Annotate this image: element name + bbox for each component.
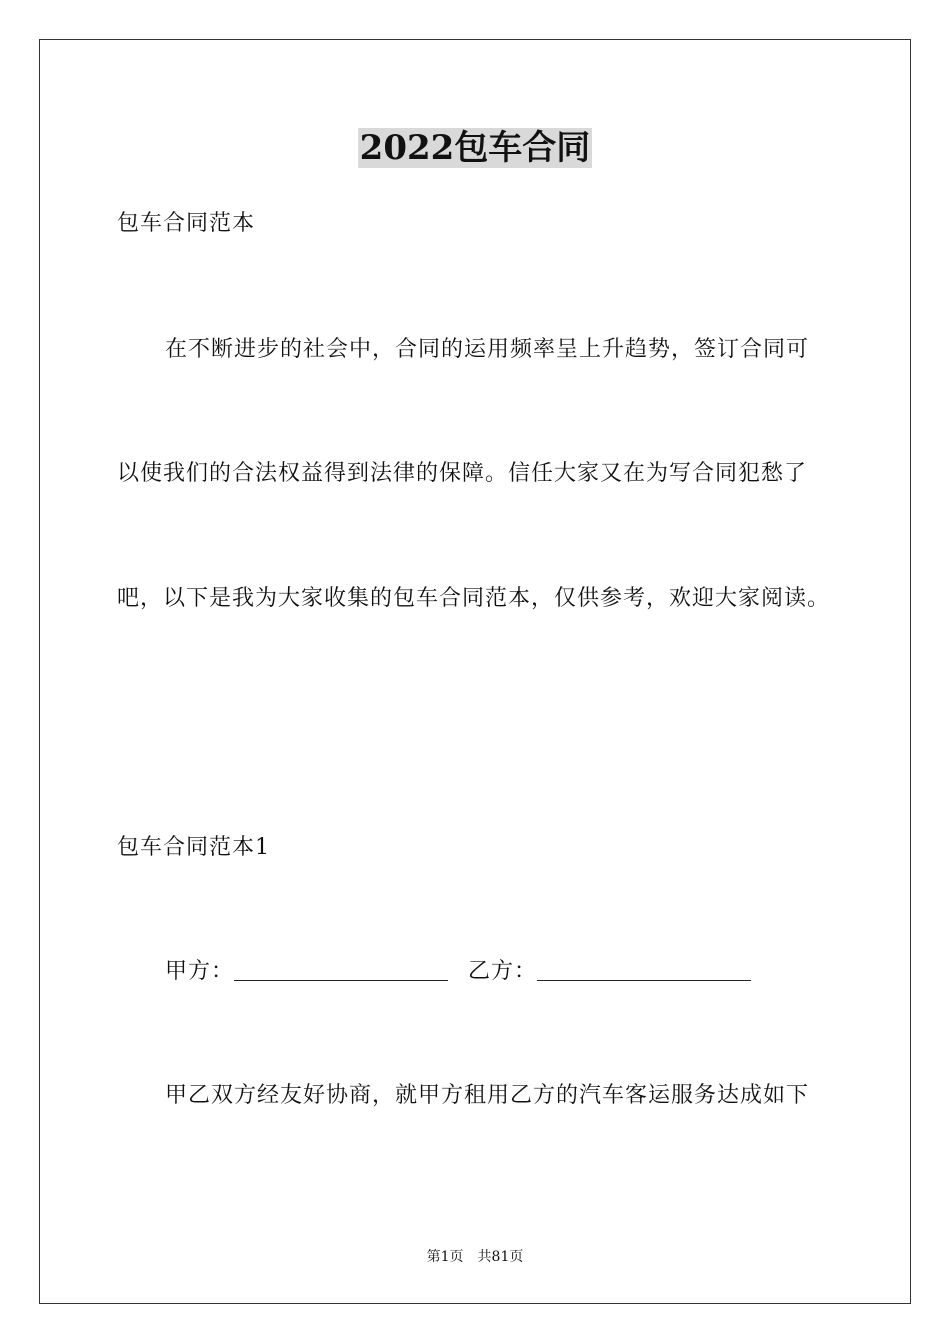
section-heading: 包车合同范本1	[117, 835, 270, 860]
subtitle: 包车合同范本	[117, 211, 256, 236]
total-pages: 共81页	[477, 1249, 524, 1265]
party-b-label: 乙方：	[468, 959, 538, 984]
intro-line-1: 在不断进步的社会中，合同的运用频率呈上升趋势，签订合同可	[165, 337, 810, 362]
party-line	[165, 957, 751, 987]
page-footer	[0, 1247, 950, 1267]
document-title	[0, 126, 950, 170]
party-a-blank	[234, 979, 448, 981]
intro-line-3: 吧，以下是我为大家收集的包车合同范本，仅供参考，欢迎大家阅读。	[117, 586, 831, 611]
body-line: 甲乙双方经友好协商，就甲方租用乙方的汽车客运服务达成如下	[165, 1083, 810, 1108]
party-b-blank	[537, 979, 751, 981]
intro-line-2: 以使我们的合法权益得到法律的保障。信任大家又在为写合同犯愁了	[117, 461, 808, 486]
current-page: 第1页	[426, 1249, 464, 1265]
party-a-label: 甲方：	[165, 959, 235, 984]
title-text: 2022包车合同	[359, 128, 591, 168]
